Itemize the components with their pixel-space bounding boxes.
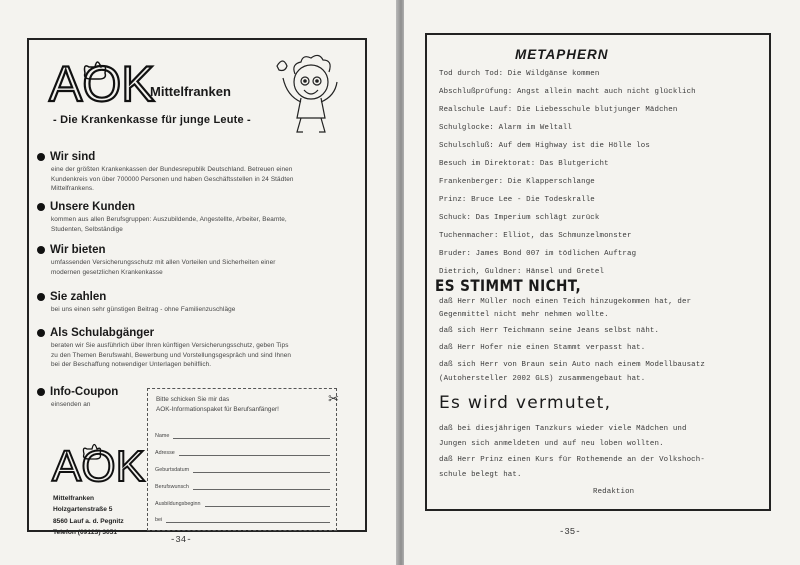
metaphor-line: Schulglocke: Alarm im Weltall	[439, 124, 572, 132]
left-page	[0, 0, 398, 565]
coupon-field-name[interactable]: Name	[155, 433, 330, 439]
brand-name: Mittelfranken	[150, 84, 231, 99]
rumor-line: daß Herr Hofer nie einen Stammt verpasst hat.	[439, 344, 646, 352]
rumor-line: Gegenmittel nicht mehr nehmen wollte.	[439, 311, 609, 319]
section-als-schulabgaenger	[37, 326, 362, 370]
section-heading: Wir sind	[50, 151, 96, 163]
metaphor-line: Schulschluß: Auf dem Highway ist die Hölle los	[439, 142, 650, 150]
aok-logo-graphic	[49, 56, 155, 112]
section-wir-sind	[37, 150, 362, 194]
section-info-coupon	[37, 385, 147, 410]
mascot-icon	[271, 52, 351, 138]
metaphor-line: Schuck: Das Imperium schlägt zurück	[439, 214, 600, 222]
metaphor-line: Tod durch Tod: Die Wildgänse kommen	[439, 70, 600, 78]
signature: Redaktion	[593, 488, 635, 496]
metaphor-line: Abschlußprüfung: Angst allein macht auch nicht glücklich	[439, 88, 696, 96]
page-number-right: -35-	[559, 527, 581, 537]
bullet-icon	[37, 203, 45, 211]
coupon-field-at[interactable]: bei	[155, 517, 330, 523]
coupon-field-birthdate[interactable]: Geburtsdatum	[155, 467, 330, 473]
section-heading: Sie zahlen	[50, 291, 107, 303]
bullet-icon	[37, 293, 45, 301]
metaphern-title: METAPHERN	[515, 47, 609, 62]
section-text: einsenden an	[51, 401, 91, 408]
section-heading: Wir bieten	[50, 244, 106, 256]
metaphern-box	[425, 33, 771, 511]
section-heading: Unsere Kunden	[50, 201, 135, 213]
section-text: eine der größten Krankenkassen der Bundesrepublik Deutschland. Betreuen einen Kundenkreis von über 700000 Personen und haben Geschäftsstellen in 24 Städten Mittelfrankens.	[51, 166, 294, 193]
es-wird-vermutet-heading: Es wird vermutet,	[439, 393, 612, 413]
coupon-field-career[interactable]: Berufswunsch	[155, 484, 330, 490]
rumor-line: daß Herr Müller noch einen Teich hinzugekommen hat, der	[439, 298, 692, 306]
aok-logo	[49, 56, 155, 114]
section-wir-bieten	[37, 243, 362, 277]
es-stimmt-nicht-heading: ES STIMMT NICHT,	[435, 276, 582, 295]
metaphor-line: Besuch im Direktorat: Das Blutgericht	[439, 160, 609, 168]
coupon-field-training-start[interactable]: Ausbildungsbeginn	[155, 501, 330, 507]
section-heading: Info-Coupon	[50, 386, 119, 398]
rumor-line: daß sich Herr Teichmann seine Jeans selbst näht.	[439, 327, 660, 335]
coupon-form	[147, 388, 337, 531]
page-number-left: -34-	[170, 535, 192, 545]
rumor-line: (Autohersteller 2002 GLS) zusammengebaut hat.	[439, 375, 646, 383]
section-text: umfassenden Versicherungsschutz mit allen Vorteilen und Sicherheiten einer modernen gesetzlichen Krankenkasse	[51, 259, 276, 276]
bullet-icon	[37, 246, 45, 254]
aok-small-logo-letters: AOK	[52, 442, 145, 491]
section-unsere-kunden	[37, 200, 362, 234]
right-page	[404, 0, 800, 565]
metaphor-line: Prinz: Bruce Lee - Die Todeskralle	[439, 196, 595, 204]
metaphor-line: Tuchenmacher: Elliot, das Schmunzelmonster	[439, 232, 632, 240]
coupon-field-address[interactable]: Adresse	[155, 450, 330, 456]
aok-advertisement	[27, 38, 367, 537]
section-heading: Als Schulabgänger	[50, 327, 155, 339]
bullet-icon	[37, 388, 45, 396]
section-text: beraten wir Sie ausführlich über Ihren künftigen Versicherungsschutz, geben Tips zu den Themen Berufswahl, Bewerbung und Vorstellungsgespräch und sind Ihnen bei der Beschaffung notwendiger Unterlagen behilflich.	[51, 342, 292, 369]
speculation-line: daß bei diesjährigen Tanzkurs wieder viele Mädchen und	[439, 425, 687, 433]
metaphor-line: Realschule Lauf: Die Liebesschule blutjunger Mädchen	[439, 106, 678, 114]
postal-address: Mittelfranken Holzgartenstraße 5 8560 Lauf a. d. Pegnitz Telefon (09123) 3051	[53, 495, 124, 537]
brand-claim: - Die Krankenkasse für junge Leute -	[53, 114, 251, 126]
bullet-icon	[37, 329, 45, 337]
rumor-line: daß sich Herr von Braun sein Auto nach einem Modellbausatz	[439, 361, 705, 369]
mascot-illustration	[271, 52, 351, 143]
section-text: bei uns einen sehr günstigen Beitrag - ohne Familienzuschläge	[51, 306, 236, 313]
metaphor-line: Dietrich, Guldner: Hänsel und Gretel	[439, 268, 605, 276]
metaphor-line: Bruder: James Bond 007 im tödlichen Auftrag	[439, 250, 637, 258]
section-text: kommen aus allen Berufsgruppen: Auszubildende, Angestellte, Arbeiter, Beamte, Studenten, Selbständige	[51, 216, 287, 233]
speculation-line: daß Herr Prinz einen Kurs für Rothemende an der Volkshoch-	[439, 456, 705, 464]
speculation-line: schule belegt hat.	[439, 471, 522, 479]
scissors-icon: ✂	[328, 391, 339, 406]
metaphor-line: Frankenberger: Die Klapperschlange	[439, 178, 595, 186]
section-sie-zahlen	[37, 290, 362, 315]
aok-logo-letters: AOK	[49, 56, 155, 112]
speculation-line: Jungen sich anmeldeten und auf neu loben wollten.	[439, 440, 664, 448]
aok-small-logo-graphic	[52, 441, 145, 491]
bullet-icon	[37, 153, 45, 161]
coupon-request-text: Bitte schicken Sie mir das AOK-Informationspaket für Berufsanfänger!	[156, 396, 279, 413]
aok-small-logo	[52, 441, 145, 492]
